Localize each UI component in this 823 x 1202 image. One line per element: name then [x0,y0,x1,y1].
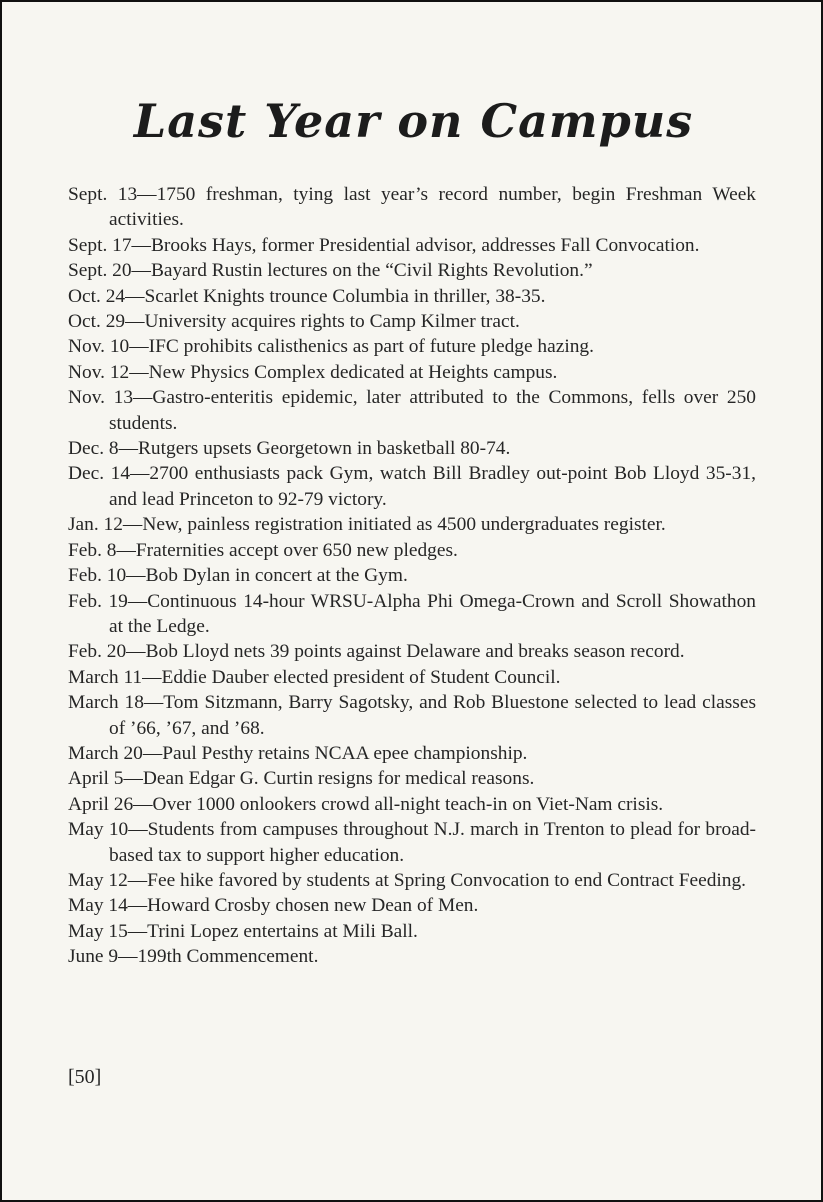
page-number: [50] [68,1066,102,1088]
list-item: March 18—Tom Sitzmann, Barry Sagotsky, and Rob Bluestone selected to lead classes of ’66, ’67, and ’68. [68,692,756,739]
list-item: Nov. 13—Gastro-enteritis epidemic, later attributed to the Commons, fells over 250 students. [68,387,756,434]
list-item: March 11—Eddie Dauber elected president of Student Council. [68,666,561,688]
list-item: Nov. 12—New Physics Complex dedicated at Heights campus. [68,361,558,383]
list-item: May 10—Students from campuses throughout N.J. march in Trenton to plead for broad-based tax to support higher education. [68,819,756,866]
event-list [68,182,756,970]
list-item: Dec. 8—Rutgers upsets Georgetown in basketball 80-74. [68,438,511,460]
list-item: Dec. 14—2700 enthusiasts pack Gym, watch Bill Bradley out-point Bob Lloyd 35-31, and lead Princeton to 92-79 victory. [68,463,756,510]
list-item: Sept. 17—Brooks Hays, former Presidential advisor, addresses Fall Convocation. [68,234,700,256]
list-item: May 15—Trini Lopez entertains at Mili Ball. [68,920,418,942]
list-item: May 14—Howard Crosby chosen new Dean of Men. [68,895,479,917]
page-title: Last Year on Campus [133,94,694,148]
list-item: Feb. 19—Continuous 14-hour WRSU-Alpha Phi Omega-Crown and Scroll Showathon at the Ledge. [68,590,756,637]
list-item: Oct. 24—Scarlet Knights trounce Columbia in thriller, 38-35. [68,285,546,307]
list-item: Sept. 13—1750 freshman, tying last year’s record number, begin Freshman Week activities. [68,184,756,231]
list-item: June 9—199th Commencement. [68,946,319,968]
list-item: Feb. 8—Fraternities accept over 650 new pledges. [68,539,458,561]
list-item: Sept. 20—Bayard Rustin lectures on the “Civil Rights Revolution.” [68,260,593,282]
list-item: Jan. 12—New, painless registration initiated as 4500 undergraduates register. [68,514,666,536]
list-item: Feb. 20—Bob Lloyd nets 39 points against Delaware and breaks season record. [68,641,685,663]
list-item: Feb. 10—Bob Dylan in concert at the Gym. [68,565,408,587]
list-item: Oct. 29—University acquires rights to Camp Kilmer tract. [68,311,520,333]
list-item: March 20—Paul Pesthy retains NCAA epee championship. [68,742,528,764]
list-item: April 26—Over 1000 onlookers crowd all-night teach-in on Viet-Nam crisis. [68,793,664,815]
list-item: May 12—Fee hike favored by students at Spring Convocation to end Contract Feeding. [68,869,747,891]
list-item: April 5—Dean Edgar G. Curtin resigns for medical reasons. [68,768,535,790]
list-item: Nov. 10—IFC prohibits calisthenics as part of future pledge hazing. [68,336,594,358]
